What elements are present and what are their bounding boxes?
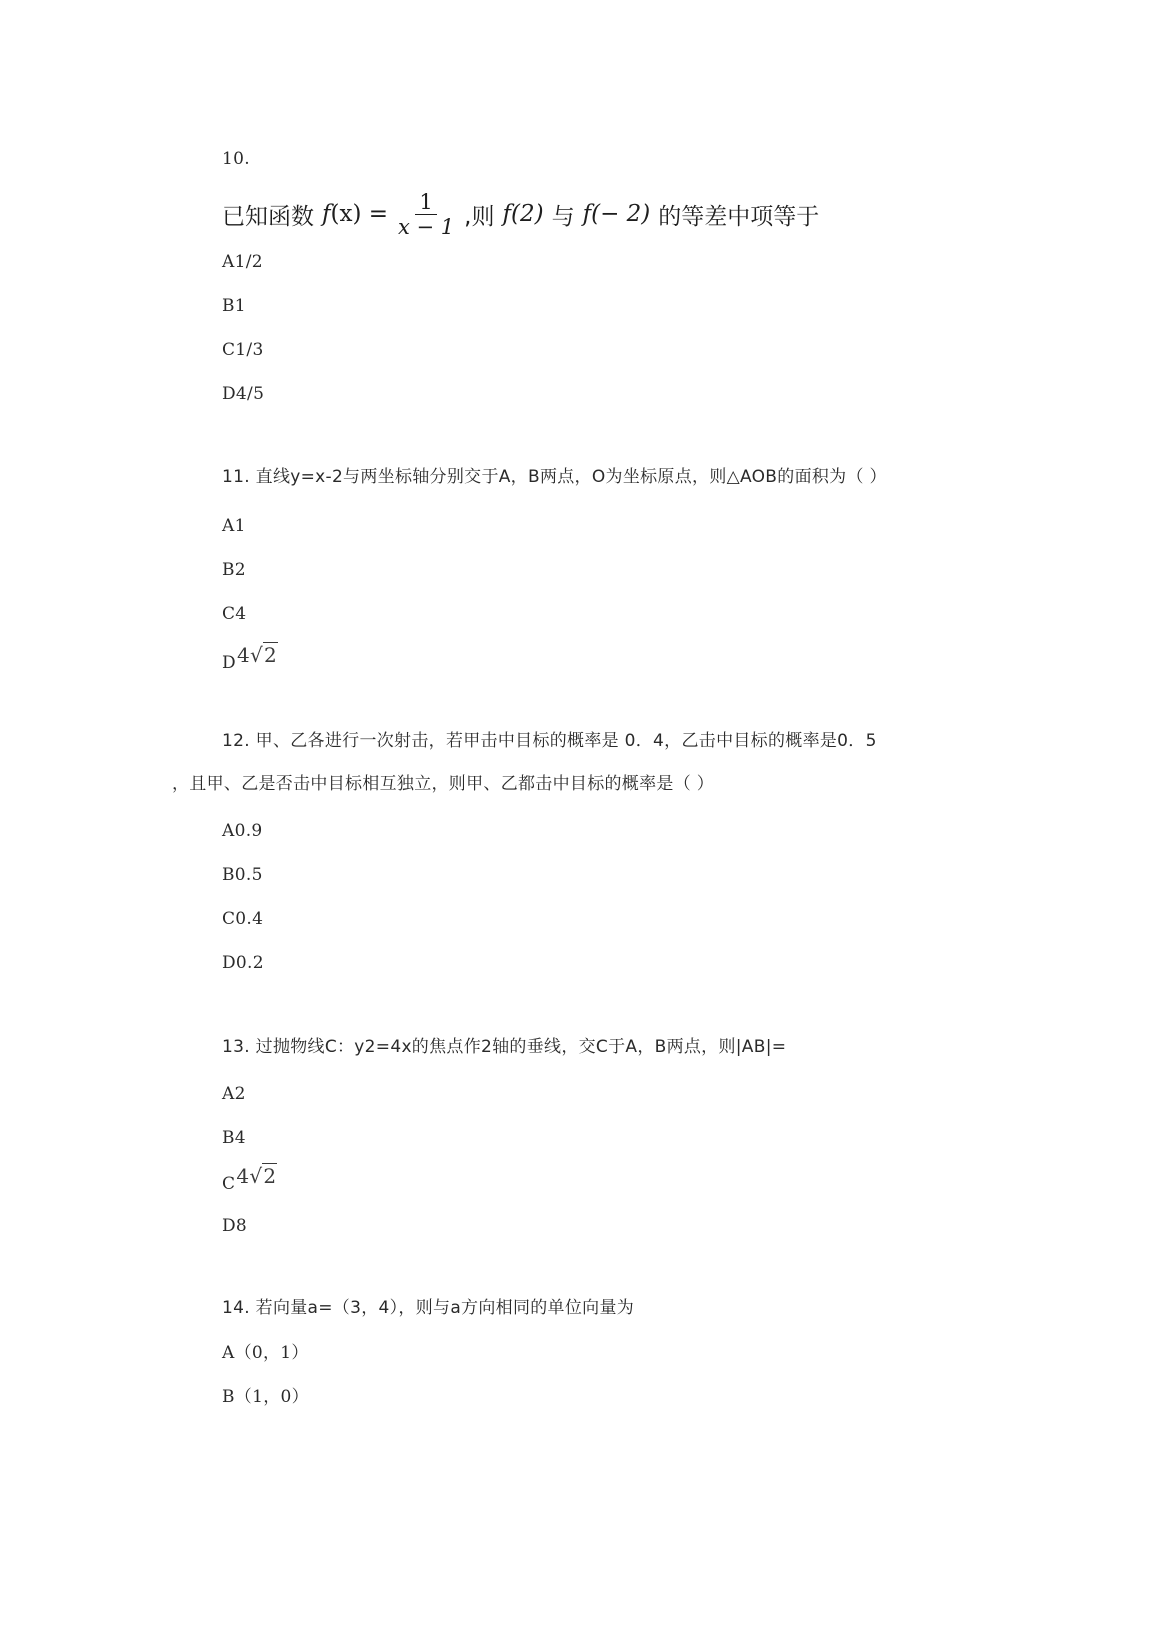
q13-option-d: D8 <box>222 1216 248 1236</box>
stem-connector: ,则 <box>464 203 495 230</box>
sqrt-coefficient: 4 <box>236 643 250 667</box>
stem-suffix: 的等差中项等于 <box>658 203 820 230</box>
question-12-stem-line-1: 12. 甲、乙各进行一次射击，若甲击中目标的概率是 0．4，乙击中目标的概率是0．5 <box>222 731 877 751</box>
question-10-number: 10. <box>222 149 250 169</box>
q10-option-c: C1/3 <box>222 340 264 360</box>
q14-option-a: A（0，1） <box>222 1343 309 1363</box>
fraction <box>394 190 458 239</box>
option-label: C <box>222 1174 236 1194</box>
q13-option-b: B4 <box>222 1128 246 1148</box>
option-label: D <box>222 653 236 673</box>
q12-option-d: D0.2 <box>222 953 264 973</box>
function-name: f <box>322 201 331 227</box>
sqrt-radicand: 2 <box>264 643 278 667</box>
q10-option-b: B1 <box>222 296 246 316</box>
stem-prefix: 已知函数 <box>222 203 314 230</box>
question-11-stem: 11. 直线y=x-2与两坐标轴分别交于A，B两点，O为坐标原点，则△AOB的面积为（ ） <box>222 467 887 487</box>
q12-option-b: B0.5 <box>222 865 263 885</box>
q11-option-c: C4 <box>222 604 247 624</box>
question-13-stem: 13. 过抛物线C：y2=4x的焦点作2轴的垂线，交C于A，B两点，则|AB|= <box>222 1037 787 1057</box>
fraction-denominator: x − 1 <box>398 214 455 239</box>
sqrt-expression: 4√2 <box>236 1164 277 1188</box>
q13-option-c <box>222 1164 277 1195</box>
q10-option-a: A1/2 <box>222 252 263 272</box>
q12-option-a: A0.9 <box>222 821 263 841</box>
q10-option-d: D4/5 <box>222 384 265 404</box>
f-of-minus-2: f(− 2) <box>582 201 651 227</box>
sqrt-coefficient: 4 <box>236 1164 250 1188</box>
fraction-numerator: 1 <box>415 190 436 215</box>
stem-and: 与 <box>551 203 575 230</box>
sqrt-expression: 4√2 <box>236 643 278 667</box>
f-of-2: f(2) <box>502 201 544 227</box>
sqrt-radicand: 2 <box>263 1164 277 1188</box>
q14-option-b: B（1，0） <box>222 1387 309 1407</box>
q11-option-b: B2 <box>222 560 246 580</box>
q11-option-d <box>222 643 278 674</box>
q13-option-a: A2 <box>222 1084 246 1104</box>
q12-option-c: C0.4 <box>222 909 264 929</box>
question-12-stem-line-2: ，且甲、乙是否击中目标相互独立，则甲、乙都击中目标的概率是（ ） <box>172 774 715 794</box>
q11-option-a: A1 <box>222 516 246 536</box>
question-10-stem <box>222 186 819 242</box>
function-argument: (x) = <box>330 201 389 227</box>
question-14-stem: 14. 若向量a=（3，4），则与a方向相同的单位向量为 <box>222 1298 635 1318</box>
